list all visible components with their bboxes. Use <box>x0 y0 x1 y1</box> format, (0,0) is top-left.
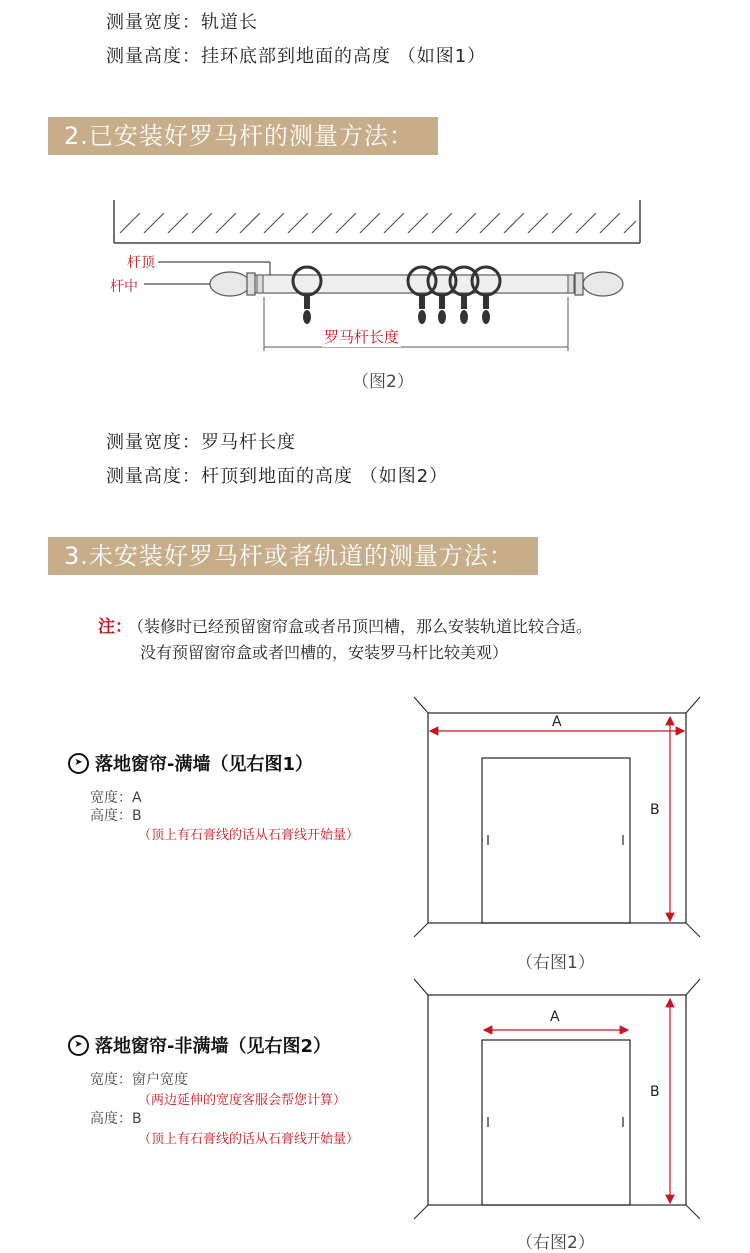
measure-height-line-1: 测量高度：挂环底部到地面的高度 （如图1） <box>106 46 487 67</box>
item-1-height: 高度：B <box>90 808 142 824</box>
figure-2-caption-right: （右图2） <box>516 1233 595 1253</box>
full-wall-diagram <box>408 695 708 945</box>
item-1-title <box>68 750 313 776</box>
item-2-width-remark: （两边延伸的宽度客服会帮您计算） <box>138 1093 347 1108</box>
rod-middle-label: 杆中 <box>110 279 138 295</box>
measure-width-line-2: 测量宽度：罗马杆长度 <box>106 432 296 453</box>
item-2-width: 宽度：窗户宽度 <box>90 1072 188 1088</box>
rod-length-label: 罗马杆长度 <box>324 328 400 346</box>
note-line-2: 没有预留窗帘盒或者凹槽的，安装罗马杆比较美观） <box>140 643 509 662</box>
item-2-remark: （顶上有石膏线的话从石膏线开始量） <box>138 1132 360 1147</box>
chevron-right-icon: ➤ <box>68 753 89 774</box>
chevron-right-icon: ➤ <box>68 1035 89 1056</box>
figure-2-label-b: B <box>650 1084 660 1100</box>
measure-height-line-2: 测量高度：杆顶到地面的高度 （如图2） <box>106 466 449 487</box>
figure-2-caption: （图2） <box>352 372 414 392</box>
figure-2-label-a: A <box>550 1009 560 1025</box>
item-2-title <box>68 1032 331 1058</box>
figure-1-label-b: B <box>650 802 660 818</box>
rod-top-label: 杆顶 <box>127 255 155 271</box>
figure-1-caption: （右图1） <box>516 953 595 973</box>
section-3-banner: 3.未安装好罗马杆或者轨道的测量方法： <box>48 537 538 575</box>
measure-width-line-1: 测量宽度：轨道长 <box>106 12 258 33</box>
item-1-remark: （顶上有石膏线的话从石膏线开始量） <box>138 828 360 843</box>
ring-clips <box>303 295 490 324</box>
note-label: 注： <box>98 617 132 637</box>
item-2-height: 高度：B <box>90 1111 142 1127</box>
section-2-banner: 2.已安装好罗马杆的测量方法： <box>48 117 438 155</box>
item-1-width: 宽度：A <box>90 790 142 806</box>
ceiling-hatch <box>114 200 640 243</box>
item-1-title-text: 落地窗帘-满墙（见右图1） <box>95 754 313 775</box>
note-line-1: （装修时已经预留窗帘盒或者吊顶凹槽，那么安装轨道比较合适。 <box>128 617 593 636</box>
figure-1-label-a: A <box>552 714 562 730</box>
item-2-title-text: 落地窗帘-非满墙（见右图2） <box>95 1036 331 1057</box>
